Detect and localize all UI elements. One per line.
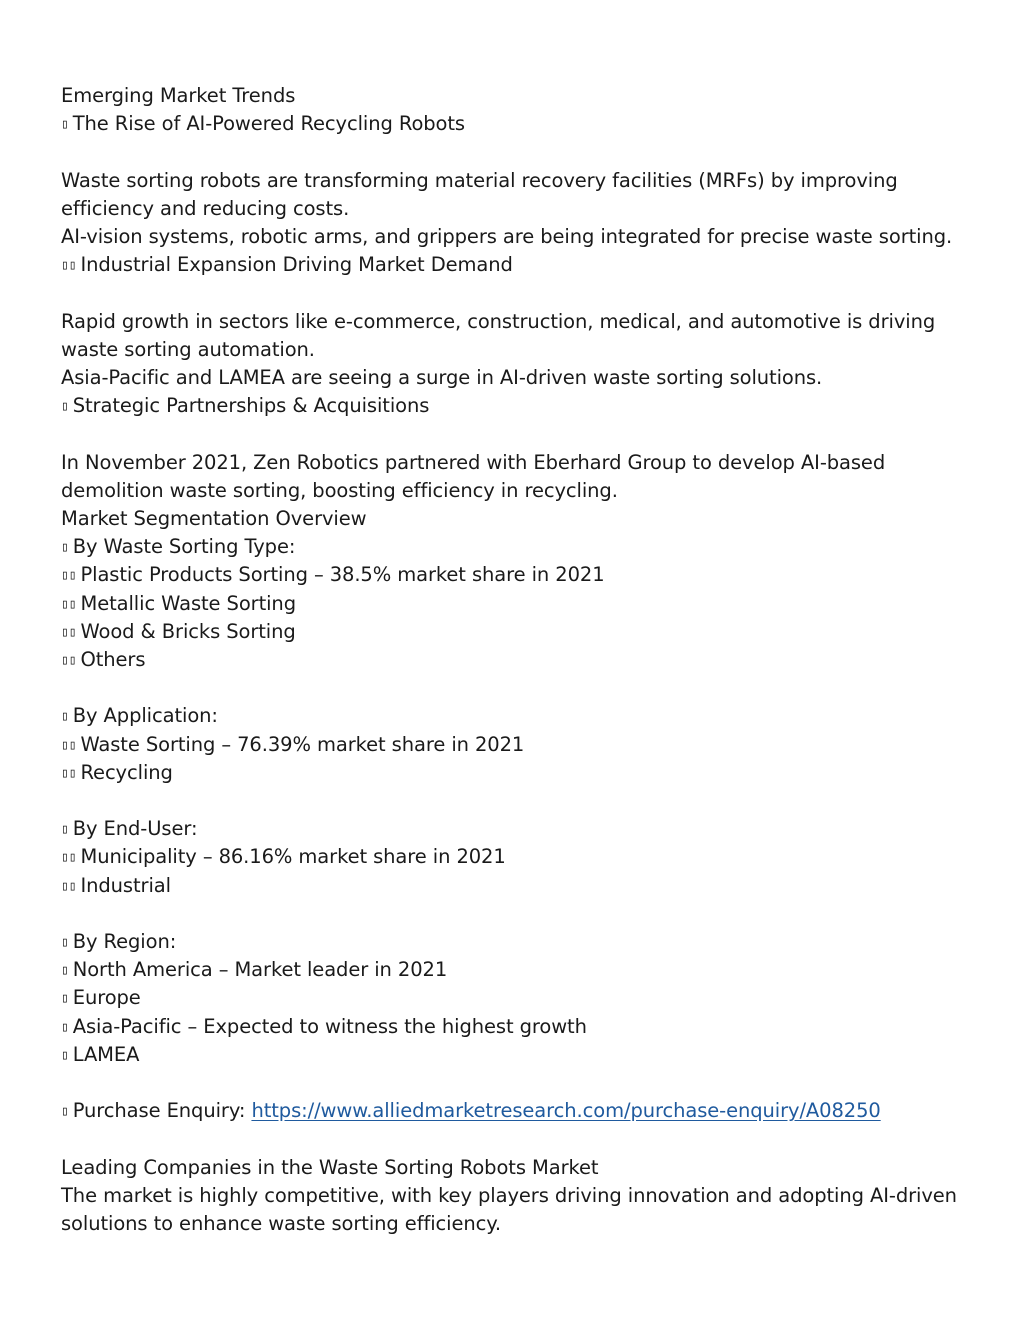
- companies-heading: Leading Companies in the Waste Sorting Robots Market: [61, 1155, 599, 1179]
- list-item: [61, 984, 971, 1012]
- list-item: [61, 1041, 971, 1069]
- trend-2-title: [61, 251, 971, 279]
- list-item: [61, 646, 971, 674]
- spacer: [61, 787, 971, 815]
- purchase-enquiry: [61, 1097, 971, 1125]
- missing-glyph-icon: ▯▯: [61, 653, 77, 669]
- spacer: [61, 420, 971, 448]
- missing-glyph-icon: ▯: [61, 822, 69, 838]
- list-item: [61, 1013, 971, 1041]
- list-item-text: Others: [80, 648, 146, 672]
- list-item: [61, 843, 971, 871]
- list-item: [61, 759, 971, 787]
- trend-1-title: [61, 110, 971, 138]
- enquiry-link[interactable]: https://www.alliedmarketresearch.com/purchase-enquiry/A08250: [251, 1099, 881, 1123]
- list-item-text: Industrial: [80, 873, 171, 897]
- missing-glyph-icon: ▯: [61, 1104, 69, 1120]
- trend-3-paragraph-1: In November 2021, Zen Robotics partnered with Eberhard Group to develop AI-based demolition waste sorting, boosting efficiency in recycling.: [61, 450, 886, 502]
- list-item-text: Wood & Bricks Sorting: [80, 619, 296, 643]
- spacer: [61, 1069, 971, 1097]
- document-page: [61, 82, 971, 1238]
- missing-glyph-icon: ▯: [61, 117, 69, 133]
- missing-glyph-icon: ▯▯: [61, 878, 77, 894]
- companies-paragraph: The market is highly competitive, with key players driving innovation and adopting AI-driven solutions to enhance waste sorting efficiency.: [61, 1183, 957, 1235]
- by-region-title-text: By Region:: [72, 930, 177, 953]
- by-enduser-title: [61, 815, 971, 843]
- spacer: [61, 138, 971, 166]
- list-item-text: LAMEA: [72, 1042, 140, 1066]
- trend-1-title-text: The Rise of AI-Powered Recycling Robots: [72, 112, 465, 136]
- spacer: [61, 1125, 971, 1153]
- list-item-text: Municipality – 86.16% market share in 2021: [80, 845, 506, 869]
- list-item: [61, 590, 971, 618]
- trend-3-title-text: Strategic Partnerships & Acquisitions: [72, 394, 430, 418]
- list-item: [61, 731, 971, 759]
- missing-glyph-icon: ▯: [61, 1019, 69, 1035]
- missing-glyph-icon: ▯: [61, 935, 69, 950]
- by-type-title: [61, 533, 971, 561]
- trends-heading: Emerging Market Trends: [61, 84, 296, 107]
- list-item: [61, 561, 971, 589]
- missing-glyph-icon: ▯▯: [61, 850, 77, 866]
- missing-glyph-icon: ▯▯: [61, 596, 77, 612]
- segmentation-heading: Market Segmentation Overview: [61, 507, 367, 530]
- missing-glyph-icon: ▯▯: [61, 765, 77, 781]
- missing-glyph-icon: ▯: [61, 991, 69, 1007]
- trend-1-paragraph-1: Waste sorting robots are transforming material recovery facilities (MRFs) by improving efficiency and reducing costs.: [61, 168, 898, 220]
- spacer: [61, 279, 971, 307]
- list-item-text: Recycling: [80, 760, 173, 784]
- missing-glyph-icon: ▯: [61, 540, 69, 556]
- by-enduser-title-text: By End-User:: [72, 817, 198, 841]
- by-region-title: [61, 928, 971, 956]
- missing-glyph-icon: ▯▯: [61, 568, 77, 584]
- list-item-text: North America – Market leader in 2021: [72, 958, 448, 982]
- spacer: [61, 674, 971, 702]
- trend-2-title-text: Industrial Expansion Driving Market Demand: [80, 253, 513, 277]
- trend-2-paragraph-1: Rapid growth in sectors like e-commerce, construction, medical, and automotive is driving waste sorting automation.: [61, 309, 936, 361]
- list-item-text: Plastic Products Sorting – 38.5% market share in 2021: [80, 563, 605, 587]
- missing-glyph-icon: ▯▯: [61, 624, 77, 640]
- list-item-text: Metallic Waste Sorting: [80, 591, 296, 615]
- by-application-title: [61, 702, 971, 730]
- missing-glyph-icon: ▯: [61, 963, 69, 979]
- list-item-text: Asia-Pacific – Expected to witness the highest growth: [72, 1014, 587, 1038]
- enquiry-label: Purchase Enquiry:: [72, 1099, 246, 1123]
- spacer: [61, 900, 971, 928]
- list-item: [61, 872, 971, 900]
- by-application-title-text: By Application:: [72, 704, 218, 728]
- list-item: [61, 618, 971, 646]
- list-item: [61, 956, 971, 984]
- missing-glyph-icon: ▯▯: [61, 737, 77, 753]
- list-item-text: Waste Sorting – 76.39% market share in 2021: [80, 732, 525, 756]
- list-item-text: Europe: [72, 986, 141, 1010]
- missing-glyph-icon: ▯: [61, 709, 69, 725]
- missing-glyph-icon: ▯: [61, 399, 69, 415]
- missing-glyph-icon: ▯▯: [61, 258, 77, 274]
- missing-glyph-icon: ▯: [61, 1047, 69, 1063]
- trend-3-title: [61, 392, 971, 420]
- by-type-title-text: By Waste Sorting Type:: [72, 535, 296, 559]
- trend-1-paragraph-2: AI-vision systems, robotic arms, and grippers are being integrated for precise waste sorting.: [61, 225, 953, 248]
- trend-2-paragraph-2: Asia-Pacific and LAMEA are seeing a surge in AI-driven waste sorting solutions.: [61, 366, 823, 389]
